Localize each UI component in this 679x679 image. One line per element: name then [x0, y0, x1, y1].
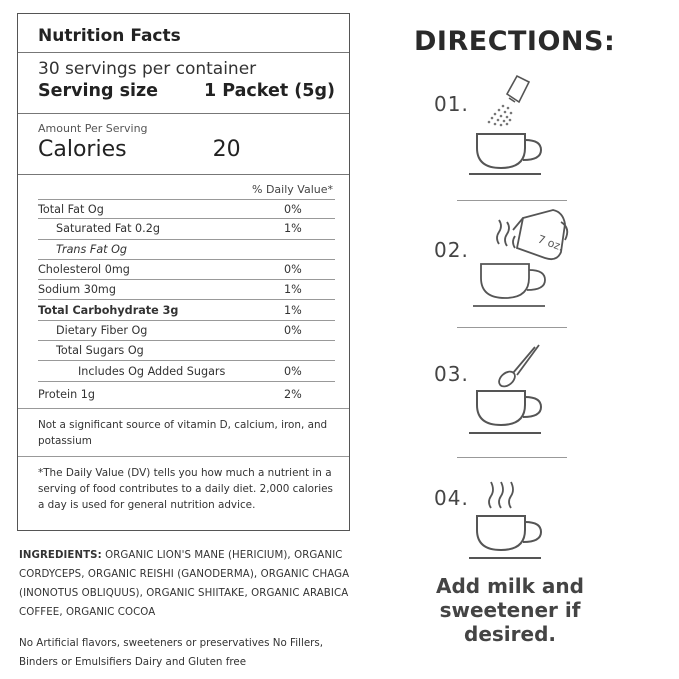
nutrition-facts-panel: [17, 13, 350, 531]
nutrient-row: [38, 280, 335, 300]
nutrient-label: Total Carbohydrate 3g: [38, 303, 179, 317]
nutrient-label: Cholesterol 0mg: [38, 263, 130, 277]
nutrient-percent: 0%: [284, 364, 302, 378]
nutrient-row: [38, 361, 335, 381]
nutrient-percent: 0%: [284, 323, 302, 337]
nutrient-percent: 1%: [284, 222, 302, 236]
jug-label: 7 oz.: [535, 232, 566, 254]
nutrient-row: [38, 300, 335, 320]
step-number: 02.: [434, 238, 469, 262]
ingredients: [19, 546, 359, 622]
nutrient-percent: 0%: [284, 263, 302, 277]
nutrient-label: Total Fat Og: [38, 202, 104, 216]
nutrient-label: Trans Fat Og: [56, 242, 128, 256]
calories: [38, 137, 335, 162]
nutrient-label: Sodium 30mg: [38, 283, 116, 297]
divider: [457, 457, 567, 458]
step-number: 03.: [434, 362, 469, 386]
divider: [18, 52, 349, 53]
directions-title: DIRECTIONS:: [414, 26, 616, 57]
final-direction-text: Add milk and sweetener if desired.: [436, 574, 584, 646]
water-pour-cup-icon: [465, 208, 575, 312]
nutrient-row: [38, 219, 335, 239]
serving-size-value: 1 Packet (5g): [203, 81, 335, 101]
serving-size: [38, 81, 335, 101]
nutrient-row: [38, 199, 335, 219]
nutrient-row: [38, 240, 335, 260]
divider: [457, 200, 567, 201]
spoon-stir-cup-icon: [465, 343, 555, 437]
nutrient-percent: 0%: [284, 202, 302, 216]
divider: [457, 327, 567, 328]
calories-value: 20: [212, 137, 241, 162]
daily-value-header: % Daily Value*: [252, 183, 333, 196]
ingredients-text: ORGANIC LION'S MANE (HERICIUM), ORGANIC CORDYCEPS, ORGANIC REISHI (GANODERMA), ORGANIC CHAGA (INONOTUS OBLIQUUS), ORGANIC SHIITAKE, ORGANIC ARABICA COFFEE, ORGANIC COCOA: [19, 550, 350, 618]
nutrient-percent: 1%: [284, 283, 302, 297]
nutrient-label: Includes Og Added Sugars: [78, 364, 226, 378]
divider: [18, 113, 349, 114]
amount-per-serving: Amount Per Serving: [38, 122, 148, 135]
nutrient-label: Protein 1g: [38, 388, 95, 402]
servings-per-container: 30 servings per container: [38, 59, 257, 79]
nutrient-percent: 1%: [284, 303, 302, 317]
serving-size-label: Serving size: [38, 81, 159, 101]
steaming-cup-icon: [465, 478, 555, 562]
packet-pour-cup-icon: [465, 72, 555, 182]
nutrient-row: [38, 341, 335, 361]
nutrition-facts-title: Nutrition Facts: [38, 26, 181, 46]
divider: [18, 174, 349, 175]
ingredients-label: INGREDIENTS:: [19, 550, 102, 561]
step-number: 01.: [434, 92, 469, 116]
vitamin-note: Not a significant source of vitamin D, calcium, iron, and potassium: [18, 408, 349, 456]
calories-label: Calories: [38, 137, 127, 162]
nutrient-label: Total Sugars Og: [56, 344, 144, 358]
daily-value-note: *The Daily Value (DV) tells you how much a nutrient in a serving of food contributes to a daily diet. 2,000 calories a day is used for general nutrition advice.: [18, 456, 349, 513]
free-from-statement: No Artificial flavors, sweeteners or preservatives No Fillers, Binders or Emulsifiers Dairy and Gluten free: [19, 637, 324, 668]
nutrient-row: [38, 260, 335, 280]
step-number: 04.: [434, 486, 469, 510]
nutrient-row: [38, 382, 335, 408]
nutrient-label: Dietary Fiber Og: [56, 323, 148, 337]
nutrient-row: [38, 321, 335, 341]
nutrient-label: Saturated Fat 0.2g: [56, 222, 160, 236]
nutrient-percent: 2%: [284, 388, 302, 402]
